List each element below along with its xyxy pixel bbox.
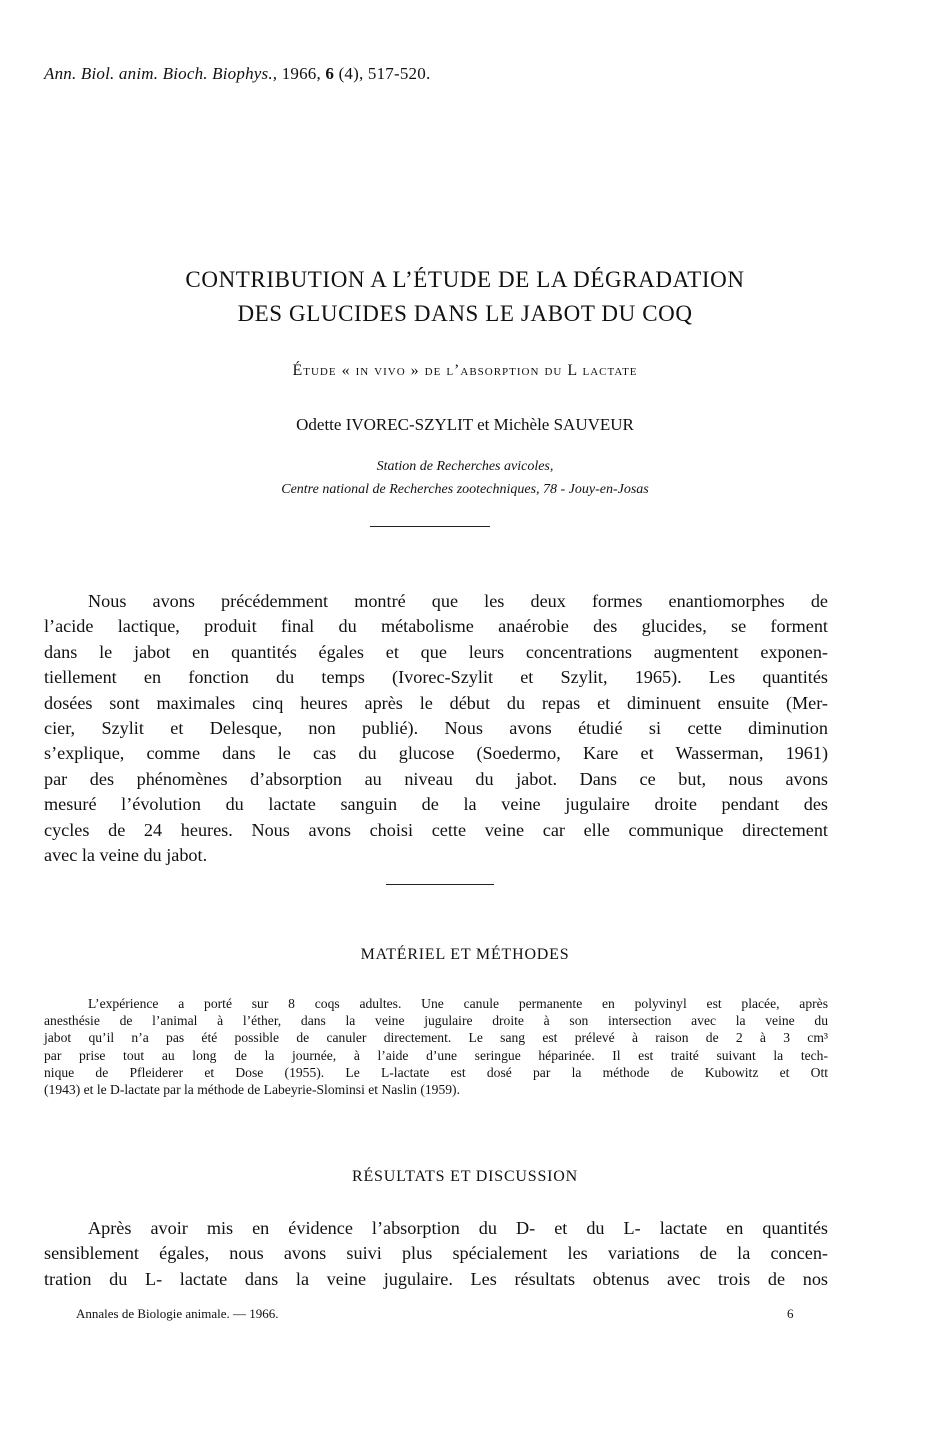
text-line: (1943) et le D-lactate par la méthode de Labeyrie-Slominsi et Naslin (1959). (44, 1082, 460, 1098)
text-line: jabot qu’il n’a pas été possible de canuler directement. Le sang est prélevé à raison de 2 à 3 cm³ (44, 1030, 828, 1046)
text-line: avec la veine du jabot. (44, 845, 208, 866)
text-line: nique de Pfleiderer et Dose (1955). Le L-lactate est dosé par la méthode de Kubowitz et Ott (44, 1064, 828, 1080)
text-line: l’acide lactique, produit final du métabolisme anaérobie des glucides, se forment (44, 616, 828, 637)
affiliation-line-1: Station de Recherches avicoles, (376, 459, 554, 474)
text-line: dosées sont maximales cinq heures après le début du repas et diminuent ensuite (Mer- (44, 692, 828, 713)
journal-volume: 6 (325, 64, 335, 83)
separator-rule (386, 884, 494, 885)
text-line: Nous avons précédemment montré que les deux formes enantiomorphes de (88, 591, 828, 611)
text-line: Après avoir mis en évidence l’absorption du D- et du L- lactate en quantités (88, 1218, 828, 1238)
affiliation-line-2: Centre national de Recherches zootechniques, 78 - Jouy-en-Josas (281, 482, 649, 497)
text-line: tration du L- lactate dans la veine jugulaire. Les résultats obtenus avec trois de nos (44, 1268, 828, 1289)
text-line: cier, Szylit et Delesque, non publié). Nous avons étudié si cette diminution (44, 718, 828, 739)
results-paragraph (44, 1216, 828, 1292)
article-title-line-2: DES GLUCIDES DANS LE JABOT DU COQ (237, 301, 693, 326)
text-line: sensiblement égales, nous avons suivi plus spécialement les variations de la concen- (44, 1243, 828, 1264)
methods-paragraph (44, 995, 828, 1098)
text-line: L’expérience a porté sur 8 coqs adultes. Une canule permanente en polyvinyl est placée, après (88, 996, 828, 1011)
section-heading-methods: MATÉRIEL ET MÉTHODES (360, 946, 570, 963)
journal-year: 1966, (281, 64, 321, 83)
text-line: mesuré l’évolution du lactate sanguin de la veine jugulaire droite pendant des (44, 794, 828, 815)
section-heading-results: RÉSULTATS ET DISCUSSION (351, 1168, 579, 1185)
text-line: par des phénomènes d’absorption au niveau du jabot. Dans ce but, nous avons (44, 768, 828, 789)
text-line: cycles de 24 heures. Nous avons choisi cette veine car elle communique directement (44, 819, 828, 840)
journal-pages: (4), 517-520. (338, 64, 431, 83)
text-line: tiellement en fonction du temps (Ivorec-Szylit et Szylit, 1965). Les quantités (44, 667, 828, 688)
text-line: s’explique, comme dans le cas du glucose (Soedermo, Kare et Wasserman, 1961) (44, 743, 828, 764)
text-line: anesthésie de l’animal à l’éther, dans la veine jugulaire droite à son intersection avec la veine du (44, 1013, 828, 1029)
separator-rule (370, 526, 490, 527)
text-line: par prise tout au long de la journée, à l’aide d’une seringue héparinée. Il est traité suivant la tech- (44, 1047, 828, 1063)
journal-name: Ann. Biol. anim. Bioch. Biophys., (44, 64, 278, 83)
authors: Odette IVOREC-SZYLIT et Michèle SAUVEUR (296, 415, 634, 434)
footer-signature-number: 6 (787, 1306, 794, 1321)
article-subtitle: Étude « in vivo » de l’absorption du L lactate (292, 362, 638, 379)
text-line: dans le jabot en quantités égales et que leurs concentrations augmentent exponen- (44, 641, 828, 662)
journal-citation (44, 64, 430, 84)
footer-journal: Annales de Biologie animale. — 1966. (76, 1306, 279, 1321)
article-title-line-1: CONTRIBUTION A L’ÉTUDE DE LA DÉGRADATION (185, 267, 745, 292)
intro-paragraph (44, 589, 828, 868)
